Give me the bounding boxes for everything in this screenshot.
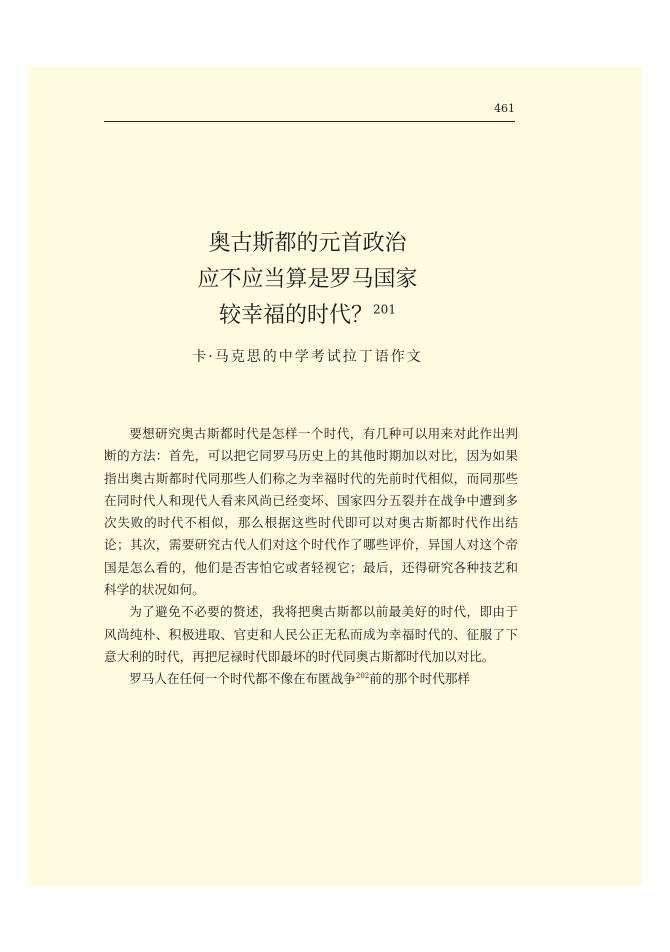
chapter-subtitle: 卡·马克思的中学考试拉丁语作文 — [192, 349, 423, 365]
title-line-1: 奥古斯都的元首政治 — [208, 231, 407, 256]
chapter-title — [100, 226, 515, 334]
paragraph-3 — [104, 668, 518, 690]
title-line-2: 应不应当算是罗马国家 — [197, 267, 418, 292]
title-line-3-text: 较幸福的时代？ — [219, 303, 374, 328]
paragraph-3-text-before: 罗马人在任何一个时代都不像在布匿战争 — [129, 671, 356, 687]
title-footnote-ref[interactable]: 201 — [373, 302, 396, 317]
paragraph-3-text-after: 前的那个时代那样 — [369, 671, 470, 687]
header-rule — [104, 121, 515, 122]
title-line-3 — [100, 298, 515, 334]
body-text — [104, 423, 518, 691]
paragraph-3-footnote-ref[interactable]: 202 — [355, 672, 370, 681]
page-number: 461 — [494, 102, 515, 115]
paragraph-2: 为了避免不必要的赘述，我将把奥古斯都以前最美好的时代，即由于风尚纯朴、积极进取、官吏和人民公正无私而成为幸福时代的、征服了下意大利的时代，再把尼禄时代即最坏的时代同奥古斯都时代加以对比。 — [104, 604, 518, 664]
paragraph-1: 要想研究奥古斯都时代是怎样一个时代，有几种可以用来对此作出判断的方法：首先，可以把它同罗马历史上的其他时期加以对比，因为如果指出奥古斯都时代同那些人们称之为幸福时代的先前时代相似，而同那些在同时代人和现代人看来风尚已经变坏、国家四分五裂并在战争中遭到多次失败的时代不相似，那么根据这些时代即可以对奥古斯都时代作出结论；其次，需要研究古代人们对这个时代作了哪些评价，异国人对这个帝国是怎么看的，他们是否害怕它或者轻视它；最后，还得研究各种技艺和科学的状况如何。 — [104, 426, 518, 598]
